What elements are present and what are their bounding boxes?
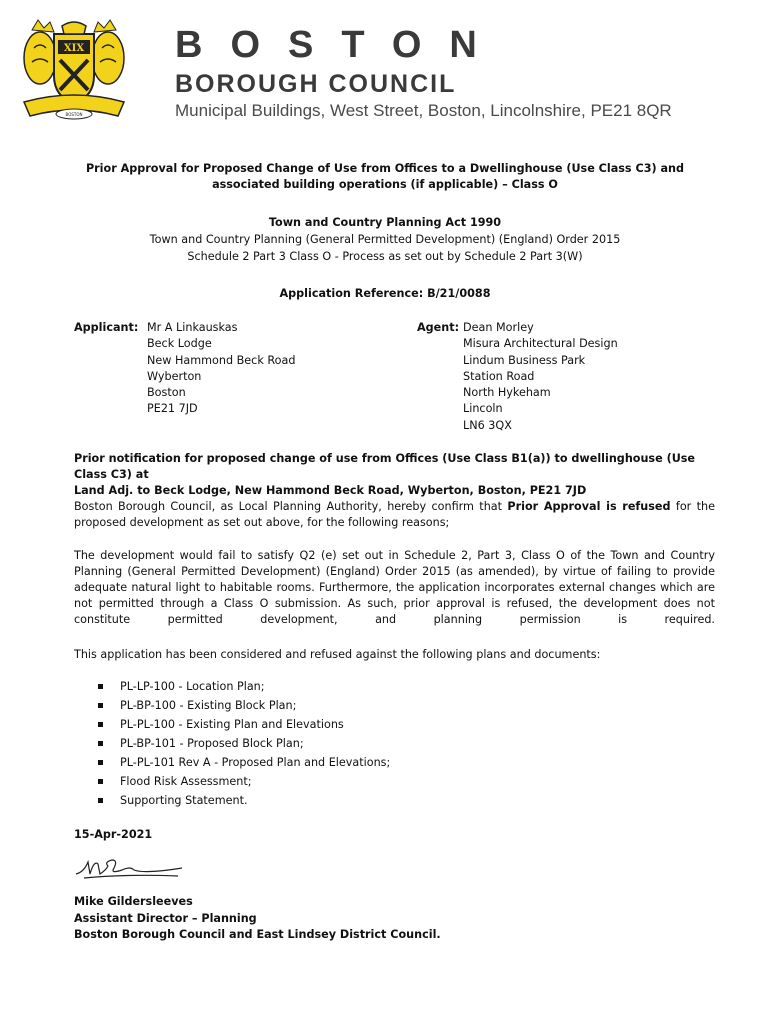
bullet-icon — [98, 798, 103, 803]
application-reference: Application Reference: B/21/0088 — [279, 287, 491, 300]
notice-title-line: Prior Approval for Proposed Change of Use from Offices to a Dwellinghouse (Use Class C3) and — [85, 162, 685, 175]
decision-text: Boston Borough Council, as Local Planning Authority, hereby confirm that — [74, 500, 508, 513]
applicant-line: Mr A Linkauskas — [147, 321, 238, 334]
bullet-icon — [98, 760, 103, 765]
documents-list — [98, 679, 390, 812]
list-item — [98, 679, 390, 698]
signatory-name: Mike Gildersleeves — [74, 895, 193, 908]
schedule-heading: Schedule 2 Part 3 Class O - Process as set out by Schedule 2 Part 3(W) — [187, 250, 583, 263]
svg-text:XIX: XIX — [63, 43, 85, 54]
agent-line: Misura Architectural Design — [463, 337, 618, 351]
agent-line: Dean Morley — [463, 321, 534, 334]
signature-icon — [74, 852, 186, 882]
document-label: PL-PL-101 Rev A - Proposed Plan and Elevations; — [120, 756, 391, 769]
agent-line: Station Road — [463, 369, 535, 383]
decision-date: 15-Apr-2021 — [74, 828, 153, 841]
applicant-label: Applicant: — [74, 321, 139, 334]
applicant-line: Wyberton — [147, 369, 202, 383]
proposal-line: Land Adj. to Beck Lodge, New Hammond Beck Road, Wyberton, Boston, PE21 7JD — [74, 484, 587, 497]
agent-line: Lincoln — [463, 402, 503, 416]
bullet-icon — [98, 722, 103, 727]
list-item — [98, 793, 390, 812]
applicant-line: PE21 7JD — [147, 402, 198, 416]
decision-text: for the proposed development as set out above, for the following reasons; — [74, 500, 715, 529]
signatory-block — [74, 894, 441, 944]
notice-title-line: associated building operations (if applicable) – Class O — [212, 178, 558, 191]
proposal-description — [74, 451, 715, 499]
council-address: Municipal Buildings, West Street, Boston, Lincolnshire, PE21 8QR — [175, 101, 672, 120]
document-label: PL-PL-100 - Existing Plan and Elevations — [120, 718, 344, 731]
agent-line: North Hykeham — [463, 386, 551, 400]
council-crest-icon — [18, 18, 130, 122]
bullet-icon — [98, 703, 103, 708]
applicant-line: Beck Lodge — [147, 337, 212, 351]
decision-statement — [74, 499, 715, 531]
applicant-line: New Hammond Beck Road — [147, 353, 296, 367]
document-label: PL-BP-101 - Proposed Block Plan; — [120, 737, 304, 750]
applicant-address — [147, 320, 295, 418]
bullet-icon — [98, 741, 103, 746]
document-label: PL-BP-100 - Existing Block Plan; — [120, 699, 297, 712]
act-heading: Town and Country Planning Act 1990 — [268, 216, 502, 229]
proposal-line: Prior notification for proposed change of use from Offices (Use Class B1(a)) to dwellinghouse (Use Class C3) at — [74, 452, 696, 481]
notice-title — [60, 161, 710, 193]
signatory-role: Assistant Director – Planning — [74, 911, 257, 925]
svg-text:BOSTON: BOSTON — [65, 112, 83, 117]
agent-label: Agent: — [417, 321, 460, 334]
agent-address — [463, 320, 618, 434]
decision-outcome: Prior Approval is refused — [507, 500, 671, 513]
refusal-reasons: The development would fail to satisfy Q2 (e) set out in Schedule 2, Part 3, Class O of the Town and Country Planning (General Permitted Development) (England) Order 2015 (as amended), by virtue of failing to provide adequate natural light to habitable rooms. Furthermore, the application incorporates external changes which are not permitted through a Class O submission. As such, prior approval is refused, the development does not constitute permitted development, and planning permission is required. — [74, 549, 715, 626]
list-item — [98, 774, 390, 793]
agent-line: LN6 3QX — [463, 418, 512, 432]
document-label: Supporting Statement. — [120, 794, 248, 807]
signatory-organisation: Boston Borough Council and East Lindsey District Council. — [74, 928, 441, 941]
list-item — [98, 717, 390, 736]
order-heading: Town and Country Planning (General Permitted Development) (England) Order 2015 — [149, 233, 621, 246]
list-item — [98, 736, 390, 755]
council-subtitle: BOROUGH COUNCIL — [175, 70, 457, 98]
council-name: BOSTON — [175, 24, 505, 66]
applicant-line: Boston — [147, 386, 186, 400]
bullet-icon — [98, 684, 103, 689]
document-label: PL-LP-100 - Location Plan; — [120, 680, 265, 693]
bullet-icon — [98, 779, 103, 784]
considered-statement: This application has been considered and refused against the following plans and documents: — [74, 648, 601, 661]
list-item — [98, 755, 390, 774]
document-label: Flood Risk Assessment; — [120, 775, 252, 788]
list-item — [98, 698, 390, 717]
agent-line: Lindum Business Park — [463, 353, 586, 367]
